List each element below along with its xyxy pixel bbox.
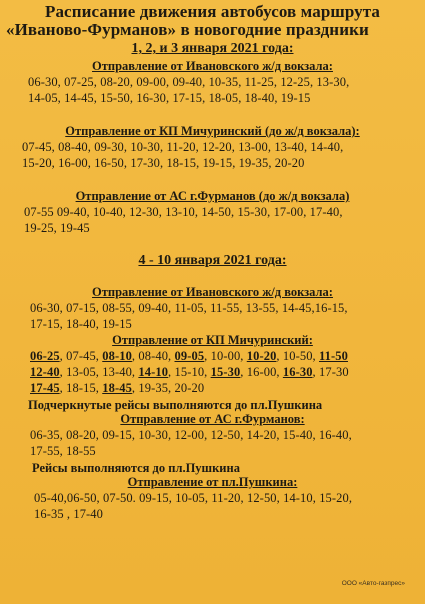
p2-michurinsky-heading: Отправление от КП Мичуринский: xyxy=(112,333,313,347)
p2-ivanovo-line-1: 06-30, 07-15, 08-55, 09-40, 11-05, 11-55, 13-55, 14-45,16-15, xyxy=(30,301,348,315)
michurinsky-time: 17-45 xyxy=(30,381,60,395)
michurinsky-time: 18-45 xyxy=(102,381,132,395)
p1-ivanovo-heading: Отправление от Ивановского ж/д вокзала: xyxy=(92,59,333,73)
michurinsky-time: 12-40 xyxy=(30,365,60,379)
p1-ivanovo-line-1: 06-30, 07-25, 08-20, 09-00, 09-40, 10-35, 11-25, 12-25, 13-30, xyxy=(28,75,350,89)
michurinsky-time: 13-40 xyxy=(102,365,132,379)
p2-ivanovo-heading: Отправление от Ивановского ж/д вокзала: xyxy=(92,285,333,299)
title-line-1: Расписание движения автобусов маршрута xyxy=(44,2,381,21)
p1-michurinsky-line-2: 15-20, 16-00, 16-50, 17-30, 18-15, 19-15, 19-35, 20-20 xyxy=(22,156,305,170)
p1-michurinsky-line-1: 07-45, 08-40, 09-30, 10-30, 11-20, 12-20, 13-00, 13-40, 14-40, xyxy=(22,140,344,154)
p2-pushkina-heading: Отправление от пл.Пушкина: xyxy=(127,475,298,489)
p2-pushkina-line-1: 05-40,06-50, 07-50. 09-15, 10-05, 11-20, 12-50, 14-10, 15-20, xyxy=(34,491,353,505)
p1-michurinsky-heading: Отправление от КП Мичуринский (до ж/д вокзала): xyxy=(65,124,360,138)
p2-furmanov-line-2: 17-55, 18-55 xyxy=(30,444,96,458)
p2-michurinsky-line-3: 17-45, 18-15, 18-45, 19-35, 20-20 xyxy=(30,381,205,395)
michurinsky-time: 13-05 xyxy=(66,365,96,379)
michurinsky-time: 16-00 xyxy=(246,365,277,379)
michurinsky-time: 10-50 xyxy=(282,349,313,363)
michurinsky-time: 15-10 xyxy=(174,365,205,379)
michurinsky-time: 15-30 xyxy=(210,365,241,379)
p2-furmanov-line-1: 06-35, 08-20, 09-15, 10-30, 12-00, 12-50, 14-20, 15-40, 16-40, xyxy=(30,428,352,442)
p2-underline-note: Подчеркнутые рейсы выполняются до пл.Пушкина xyxy=(28,398,323,412)
michurinsky-time: 14-10 xyxy=(138,365,169,379)
michurinsky-time: 20-20 xyxy=(174,381,205,395)
michurinsky-time: 06-25 xyxy=(30,349,60,363)
publisher-footer: ООО «Авто-газпрес» xyxy=(341,580,405,587)
michurinsky-time: 10-20 xyxy=(246,349,277,363)
michurinsky-time: 17-30 xyxy=(319,365,349,379)
p2-michurinsky-line-2: 12-40, 13-05, 13-40, 14-10, 15-10, 15-30, 16-00, 16-30, 17-30 xyxy=(30,365,349,379)
p2-pushkina-note: Рейсы выполняются до пл.Пушкина xyxy=(32,461,240,475)
michurinsky-time: 18-15 xyxy=(66,381,96,395)
p2-michurinsky-line-1: 06-25, 07-45, 08-10, 08-40, 09-05, 10-00, 10-20, 10-50, 11-50 xyxy=(30,349,348,363)
p2-furmanov-heading: Отправление от АС г.Фурманов: xyxy=(120,412,305,426)
michurinsky-time: 09-05 xyxy=(174,349,205,363)
michurinsky-time: 07-45 xyxy=(66,349,96,363)
p1-furmanov-heading: Отправление от АС г.Фурманов (до ж/д вокзала) xyxy=(75,189,350,203)
p2-pushkina-line-2: 16-35 , 17-40 xyxy=(34,507,104,521)
p2-ivanovo-line-2: 17-15, 18-40, 19-15 xyxy=(30,317,132,331)
michurinsky-time: 08-40 xyxy=(138,349,169,363)
michurinsky-time: 19-35 xyxy=(138,381,169,395)
michurinsky-time: 08-10 xyxy=(102,349,132,363)
michurinsky-time: 11-50 xyxy=(319,349,348,363)
period2-date: 4 - 10 января 2021 года: xyxy=(138,253,287,268)
michurinsky-time: 10-00 xyxy=(210,349,241,363)
p1-ivanovo-line-2: 14-05, 14-45, 15-50, 16-30, 17-15, 18-05, 18-40, 19-15 xyxy=(28,91,311,105)
michurinsky-time: 16-30 xyxy=(282,365,313,379)
period1-date: 1, 2, и 3 января 2021 года: xyxy=(131,41,294,56)
p1-furmanov-line-1: 07-55 09-40, 10-40, 12-30, 13-10, 14-50, 15-30, 17-00, 17-40, xyxy=(24,205,343,219)
title-line-2: «Иваново-Фурманов» в новогодние праздники xyxy=(6,20,369,39)
p1-furmanov-line-2: 19-25, 19-45 xyxy=(24,221,90,235)
